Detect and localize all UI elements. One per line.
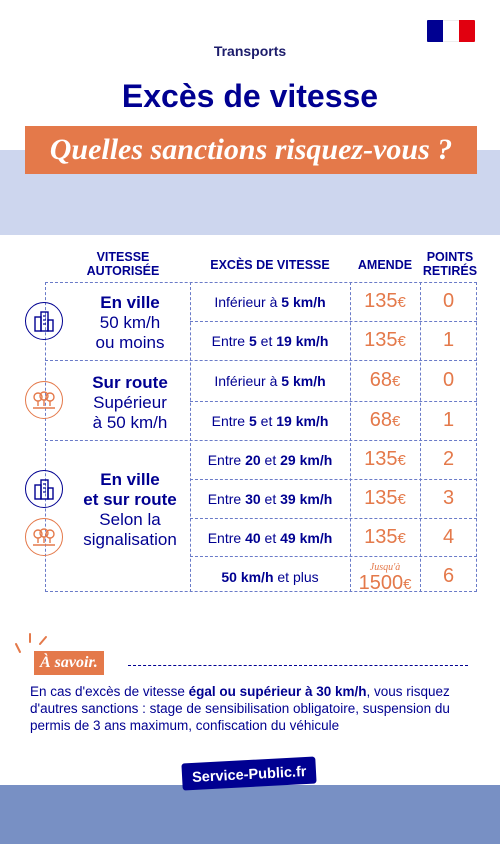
excess-cell-text: 5 km/h bbox=[277, 373, 326, 389]
row-divider bbox=[190, 518, 477, 519]
excess-cell-text: 19 km/h bbox=[272, 333, 329, 349]
excess-cell-text: 20 bbox=[241, 452, 261, 468]
a-savoir-tag bbox=[34, 651, 104, 675]
row-divider bbox=[190, 556, 477, 557]
fine-currency: € bbox=[397, 333, 406, 350]
fine-amount bbox=[350, 526, 420, 549]
row-divider bbox=[190, 401, 477, 402]
points-value: 3 bbox=[442, 487, 455, 509]
excess-cell-text: 5 bbox=[245, 333, 257, 349]
excess-cell-text: Entre bbox=[207, 452, 242, 468]
fine-upto-label: Jusqu'à bbox=[369, 562, 401, 573]
city-icon bbox=[25, 302, 63, 340]
points-value: 1 bbox=[442, 329, 455, 351]
excess-cell-text: 49 km/h bbox=[276, 530, 333, 546]
french-republic-logo-icon bbox=[427, 20, 475, 42]
points-value: 4 bbox=[442, 526, 455, 548]
zone-city-detail: ou moins bbox=[95, 333, 165, 352]
excess-cell-text: et bbox=[256, 333, 273, 349]
fine-currency: € bbox=[391, 413, 401, 430]
excess-cell-text: et bbox=[260, 491, 277, 507]
column-header-fine: AMENDE bbox=[357, 258, 413, 272]
excess-cell bbox=[190, 530, 350, 546]
excess-cell bbox=[190, 373, 350, 389]
zone-city-and-road-title: et sur route bbox=[83, 490, 177, 509]
road-icon bbox=[25, 518, 63, 556]
fine-value: 135 bbox=[364, 526, 398, 548]
zone-city-title: En ville bbox=[100, 293, 160, 312]
a-savoir-text-part: En cas d'excès de vitesse bbox=[30, 684, 189, 699]
zone-city-and-road-title: En ville bbox=[100, 470, 160, 489]
fine-amount bbox=[350, 369, 420, 392]
fine-value: 68 bbox=[369, 409, 392, 431]
fine-amount bbox=[350, 290, 420, 313]
column-header-points-label: POINTS RETIRÉS bbox=[422, 250, 478, 278]
excess-cell bbox=[190, 413, 350, 429]
subtitle-text: Quelles sanctions risquez-vous ? bbox=[49, 133, 453, 166]
zone-city bbox=[70, 293, 190, 353]
excess-cell-text: 39 km/h bbox=[276, 491, 333, 507]
excess-cell-text: Entre bbox=[207, 491, 242, 507]
a-savoir-divider bbox=[128, 665, 468, 666]
bottom-background-band bbox=[0, 785, 500, 844]
column-header-points bbox=[420, 250, 480, 278]
a-savoir-text-bold: égal ou supérieur à 30 km/h bbox=[188, 684, 367, 699]
excess-cell bbox=[190, 452, 350, 468]
a-savoir-text-part: , vous risquez d'autres sanctions : stage de sensibilisation obligatoire, suspension du permis de 3 ans maximum, confiscation du véhicule bbox=[30, 684, 450, 733]
zone-divider bbox=[45, 360, 477, 361]
zone-divider bbox=[45, 440, 477, 441]
points-value: 6 bbox=[442, 565, 455, 587]
fine-amount bbox=[350, 329, 420, 352]
column-header-excess: EXCÈS DE VITESSE bbox=[210, 258, 330, 272]
points-value: 2 bbox=[442, 448, 455, 470]
zone-city-and-road bbox=[70, 470, 190, 550]
excess-cell-text: et bbox=[260, 452, 277, 468]
zone-road bbox=[70, 373, 190, 433]
zone-city-detail: 50 km/h bbox=[99, 313, 161, 332]
excess-cell-text: Entre bbox=[207, 530, 242, 546]
excess-cell-text: et bbox=[260, 530, 277, 546]
points-value: 0 bbox=[442, 290, 455, 312]
excess-cell-text: Entre bbox=[211, 333, 246, 349]
fine-amount bbox=[350, 409, 420, 432]
fine-currency: € bbox=[403, 576, 412, 593]
fine-value: 135 bbox=[364, 448, 398, 470]
excess-cell-text: et bbox=[256, 413, 273, 429]
service-public-logo-text: Service-Public.fr bbox=[191, 764, 307, 786]
points-value: 0 bbox=[442, 369, 455, 391]
fine-value: 135 bbox=[364, 290, 398, 312]
fine-amount bbox=[350, 448, 420, 471]
road-icon bbox=[25, 381, 63, 419]
fine-currency: € bbox=[397, 452, 406, 469]
zone-road-title: Sur route bbox=[92, 373, 168, 392]
excess-cell-text: 5 bbox=[245, 413, 257, 429]
excess-cell-text: 29 km/h bbox=[276, 452, 333, 468]
excess-cell bbox=[190, 491, 350, 507]
city-icon bbox=[25, 470, 63, 508]
excess-cell-text: et plus bbox=[273, 569, 319, 585]
fine-currency: € bbox=[391, 373, 401, 390]
row-divider bbox=[190, 479, 477, 480]
fine-currency: € bbox=[397, 294, 406, 311]
row-divider bbox=[190, 321, 477, 322]
zone-city-and-road-detail: signalisation bbox=[83, 530, 177, 549]
zone-road-detail: à 50 km/h bbox=[92, 413, 168, 432]
fine-currency: € bbox=[397, 491, 406, 508]
fine-currency: € bbox=[397, 530, 406, 547]
a-savoir-label: À savoir. bbox=[40, 654, 98, 671]
excess-cell-text: 50 km/h bbox=[221, 569, 274, 585]
excess-cell-text: 30 bbox=[241, 491, 261, 507]
excess-cell-text: Inférieur à bbox=[214, 294, 278, 310]
excess-cell bbox=[190, 569, 350, 585]
fine-value: 135 bbox=[364, 329, 398, 351]
excess-cell-text: Inférieur à bbox=[214, 373, 278, 389]
points-value: 1 bbox=[442, 409, 455, 431]
fine-amount bbox=[350, 487, 420, 510]
zone-road-detail: Supérieur bbox=[93, 393, 167, 412]
column-header-authorized-label: VITESSE AUTORISÉE bbox=[86, 250, 160, 278]
fine-value: 135 bbox=[364, 487, 398, 509]
zone-city-and-road-detail: Selon la bbox=[99, 510, 161, 529]
fine-value: 1500 bbox=[358, 572, 404, 594]
excess-cell-text: 40 bbox=[241, 530, 261, 546]
subtitle-banner bbox=[25, 126, 477, 174]
excess-cell bbox=[190, 333, 350, 349]
a-savoir-text bbox=[30, 683, 480, 734]
column-header-authorized bbox=[68, 250, 178, 278]
fine-value: 68 bbox=[369, 369, 392, 391]
excess-cell-text: 5 km/h bbox=[277, 294, 326, 310]
category-kicker: Transports bbox=[213, 43, 287, 59]
page-title: Excès de vitesse bbox=[121, 78, 379, 114]
fine-amount bbox=[350, 572, 420, 595]
excess-cell bbox=[190, 294, 350, 310]
excess-cell-text: 19 km/h bbox=[272, 413, 329, 429]
excess-cell-text: Entre bbox=[211, 413, 246, 429]
